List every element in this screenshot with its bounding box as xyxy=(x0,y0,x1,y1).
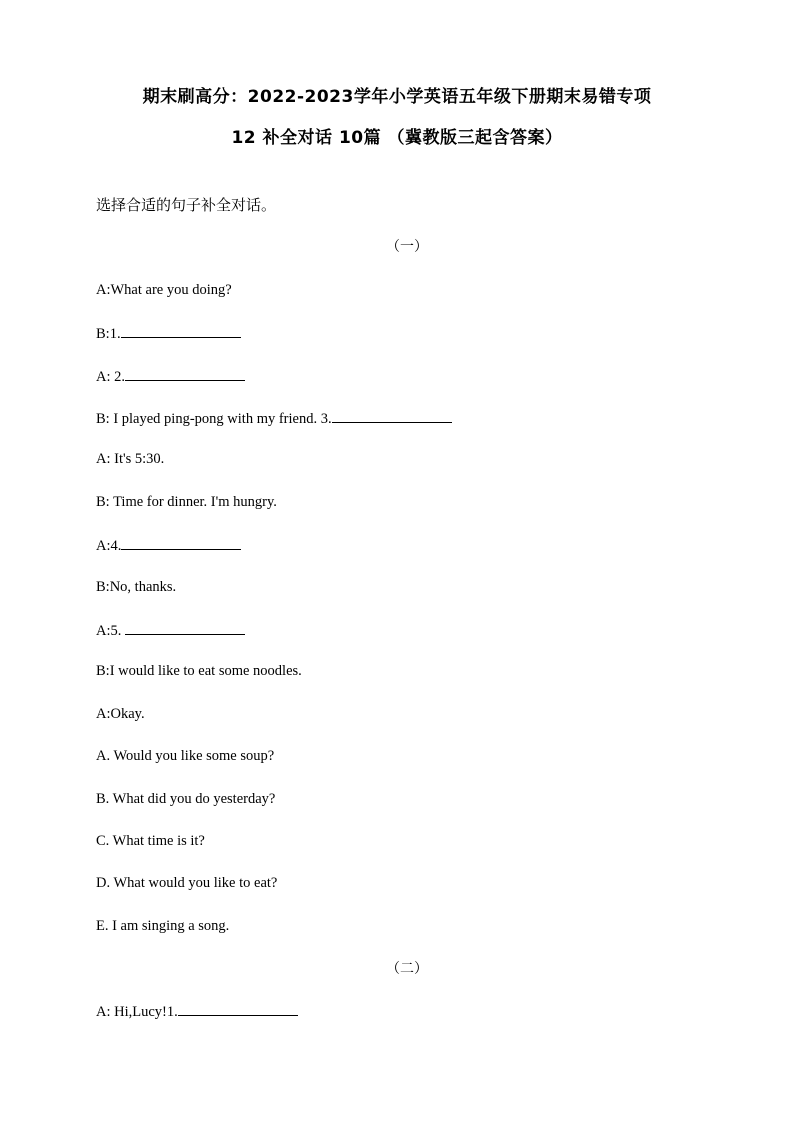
dialogue-text: B: Time for dinner. I'm hungry. xyxy=(96,494,277,510)
dialogue-text: A:What are you doing? xyxy=(96,282,232,298)
dialogue-line xyxy=(96,493,277,511)
dialogue-text: A:4. xyxy=(96,538,122,554)
option-c: C. What time is it? xyxy=(96,833,205,849)
page-title: 期末刷高分：2022-2023学年小学英语五年级下册期末易错专项 xyxy=(142,87,652,107)
dialogue-line xyxy=(96,281,232,299)
section-1-heading: （一） xyxy=(386,239,428,255)
dialogue-text: A: Hi,Lucy!1. xyxy=(96,1004,178,1020)
dialogue-text: A: It's 5:30. xyxy=(96,451,165,467)
dialogue-line xyxy=(96,1001,298,1021)
dialogue-text: A:Okay. xyxy=(96,706,145,722)
dialogue-line xyxy=(96,578,176,596)
option-d: D. What would you like to eat? xyxy=(96,875,278,891)
dialogue-line xyxy=(96,323,241,343)
dialogue-line xyxy=(96,450,164,468)
dialogue-text: B:I would like to eat some noodles. xyxy=(96,663,302,679)
dialogue-line xyxy=(96,620,245,640)
dialogue-line xyxy=(96,705,145,723)
answer-blank[interactable] xyxy=(121,323,241,338)
page-subtitle: 12 补全对话 10篇 （冀教版三起含答案） xyxy=(231,128,563,148)
dialogue-text: A:5. xyxy=(96,623,125,639)
option-a: A. Would you like some soup? xyxy=(96,748,275,764)
dialogue-line xyxy=(96,662,302,680)
answer-blank[interactable] xyxy=(125,620,245,635)
dialogue-text: A: 2. xyxy=(96,369,125,385)
dialogue-text: B:No, thanks. xyxy=(96,579,177,595)
option-e: E. I am singing a song. xyxy=(96,918,230,934)
answer-blank[interactable] xyxy=(121,535,241,550)
answer-blank[interactable] xyxy=(178,1001,298,1016)
dialogue-text: B:1. xyxy=(96,326,121,342)
answer-blank[interactable] xyxy=(332,408,452,423)
answer-blank[interactable] xyxy=(125,366,245,381)
dialogue-text: B: I played ping-pong with my friend. 3. xyxy=(96,411,332,427)
option-b: B. What did you do yesterday? xyxy=(96,791,276,807)
dialogue-line xyxy=(96,366,245,386)
section-2-heading: （二） xyxy=(386,961,428,977)
dialogue-line xyxy=(96,408,452,428)
dialogue-line xyxy=(96,535,241,555)
instruction-text: 选择合适的句子补全对话。 xyxy=(96,196,277,214)
